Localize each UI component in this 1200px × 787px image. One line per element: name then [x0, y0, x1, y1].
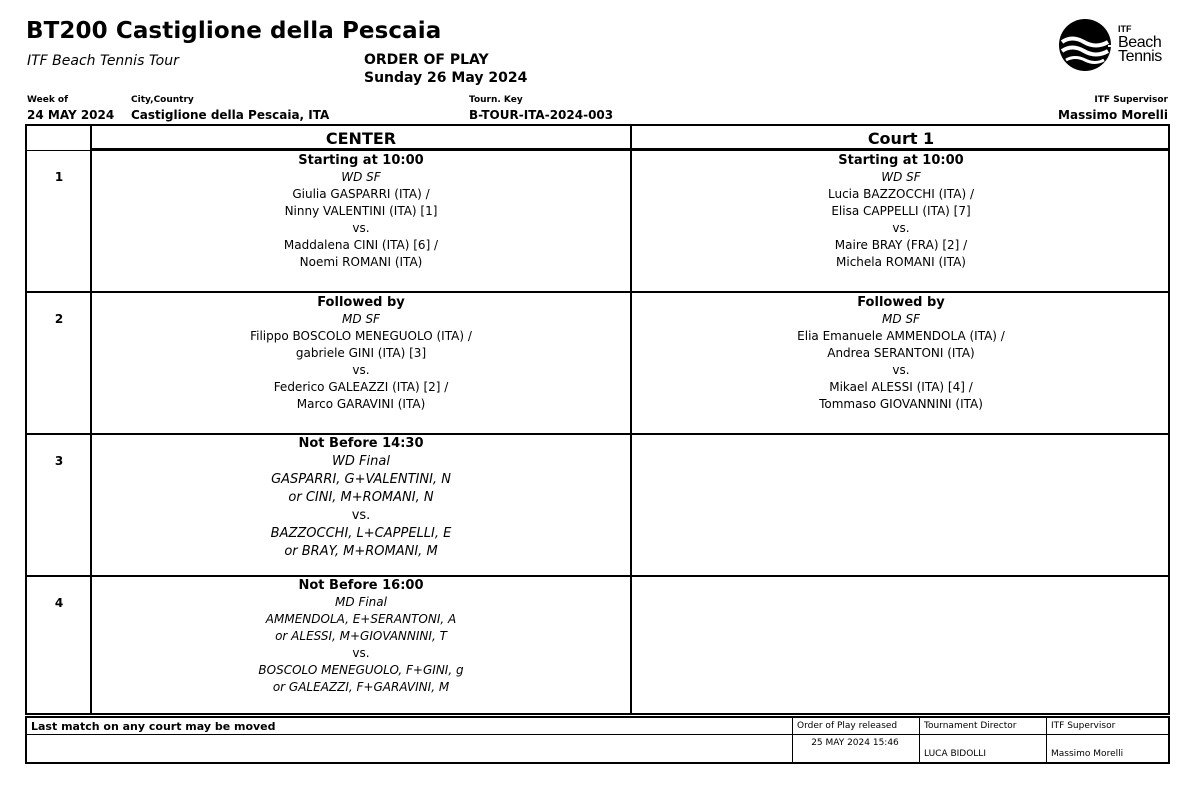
team1-player2: Elisa CAPPELLI (ITA) [7]: [831, 204, 971, 218]
supervisor-value: Massimo Morelli: [1058, 108, 1168, 122]
court-header-center: CENTER: [325, 129, 397, 148]
versus: vs.: [351, 508, 371, 523]
team2-player1: Federico GALEAZZI (ITA) [2] /: [273, 380, 449, 394]
tourn-key-value: B-TOUR-ITA-2024-003: [469, 108, 614, 122]
match-cell-center-2: [92, 294, 630, 413]
team1-line1: AMMENDOLA, E+SERANTONI, A: [265, 612, 457, 626]
city-value: Castiglione della Pescaia, ITA: [131, 108, 330, 122]
match-event: MD SF: [342, 312, 380, 326]
row-number: 3: [54, 454, 64, 468]
footer-supervisor-label: ITF Supervisor: [1051, 721, 1116, 731]
week-label: Week of: [27, 95, 69, 105]
team1-player1: Lucia BAZZOCCHI (ITA) /: [827, 187, 974, 201]
order-of-play-grid: [25, 124, 1170, 715]
match-event: WD Final: [332, 454, 390, 469]
row-number: 1: [54, 170, 64, 184]
team1-player2: Ninny VALENTINI (ITA) [1]: [284, 204, 438, 218]
team2-line1: BAZZOCCHI, L+CAPPELLI, E: [270, 526, 452, 541]
row-number: 4: [54, 596, 64, 610]
match-time: Followed by: [317, 295, 405, 310]
team2-line2: or GALEAZZI, F+GARAVINI, M: [272, 680, 450, 694]
team1-line2: or ALESSI, M+GIOVANNINI, T: [275, 629, 447, 643]
versus: vs.: [352, 363, 370, 377]
city-label: City,Country: [131, 95, 194, 105]
order-of-play-date: Sunday 26 May 2024: [364, 70, 528, 86]
director-label: Tournament Director: [924, 721, 1017, 731]
logo-word-beach: Beach: [1118, 34, 1162, 51]
order-of-play-label: ORDER OF PLAY: [364, 52, 489, 68]
versus: vs.: [892, 363, 910, 377]
footer-supervisor-value: Massimo Morelli: [1051, 749, 1124, 759]
week-value: 24 MAY 2024: [27, 108, 115, 122]
team2-player1: Maire BRAY (FRA) [2] /: [834, 238, 968, 252]
versus: vs.: [892, 221, 910, 235]
team2-player2: Michela ROMANI (ITA): [836, 255, 966, 269]
match-event: WD SF: [341, 170, 381, 184]
director-value: LUCA BIDOLLI: [924, 749, 986, 759]
last-match-note: Last match on any court may be moved: [31, 720, 276, 733]
row-number: 2: [54, 312, 64, 326]
match-cell-court1-1: [632, 152, 1170, 271]
logo-itf: ITF: [1118, 24, 1132, 34]
team1-player1: Giulia GASPARRI (ITA) /: [292, 187, 430, 201]
tour-subtitle: ITF Beach Tennis Tour: [27, 53, 179, 69]
match-event: MD SF: [882, 312, 920, 326]
supervisor-label: ITF Supervisor: [1094, 95, 1168, 105]
team1-player2: Andrea SERANTONI (ITA): [827, 346, 975, 360]
team1-player1: Filippo BOSCOLO MENEGUOLO (ITA) /: [250, 329, 472, 343]
team1-line1: GASPARRI, G+VALENTINI, N: [271, 472, 451, 487]
match-time: Not Before 16:00: [298, 578, 424, 593]
match-cell-court1-2: [632, 294, 1170, 413]
team2-line1: BOSCOLO MENEGUOLO, F+GINI, g: [258, 663, 464, 677]
team2-player2: Noemi ROMANI (ITA): [299, 255, 423, 269]
versus: vs.: [352, 221, 370, 235]
team1-player1: Elia Emanuele AMMENDOLA (ITA) /: [797, 329, 1005, 343]
released-value: 25 MAY 2024 15:46: [811, 738, 899, 748]
match-event: WD SF: [881, 170, 921, 184]
team2-player2: Tommaso GIOVANNINI (ITA): [819, 397, 983, 411]
team2-player1: Mikael ALESSI (ITA) [4] /: [829, 380, 973, 394]
match-cell-center-4: [92, 577, 630, 696]
tourn-key-label: Tourn. Key: [469, 95, 523, 105]
versus: vs.: [352, 646, 370, 660]
team2-line2: or BRAY, M+ROMANI, M: [284, 544, 438, 559]
team1-player2: gabriele GINI (ITA) [3]: [295, 346, 427, 360]
tournament-title: BT200 Castiglione della Pescaia: [26, 18, 442, 44]
match-cell-center-3: [92, 435, 630, 561]
court-header-court1: Court 1: [867, 129, 935, 148]
footer-box: [25, 716, 1170, 764]
match-cell-center-1: [92, 152, 630, 271]
logo-text: [1118, 22, 1162, 64]
match-time: Not Before 14:30: [298, 436, 424, 451]
team1-line2: or CINI, M+ROMANI, N: [288, 490, 434, 505]
team2-player1: Maddalena CINI (ITA) [6] /: [283, 238, 439, 252]
team2-player2: Marco GARAVINI (ITA): [296, 397, 426, 411]
released-label: Order of Play released: [797, 721, 898, 731]
match-time: Starting at 10:00: [838, 153, 964, 168]
match-time: Followed by: [857, 295, 945, 310]
logo-word-tennis: Tennis: [1118, 48, 1162, 65]
match-time: Starting at 10:00: [298, 153, 424, 168]
match-event: MD Final: [335, 595, 387, 609]
